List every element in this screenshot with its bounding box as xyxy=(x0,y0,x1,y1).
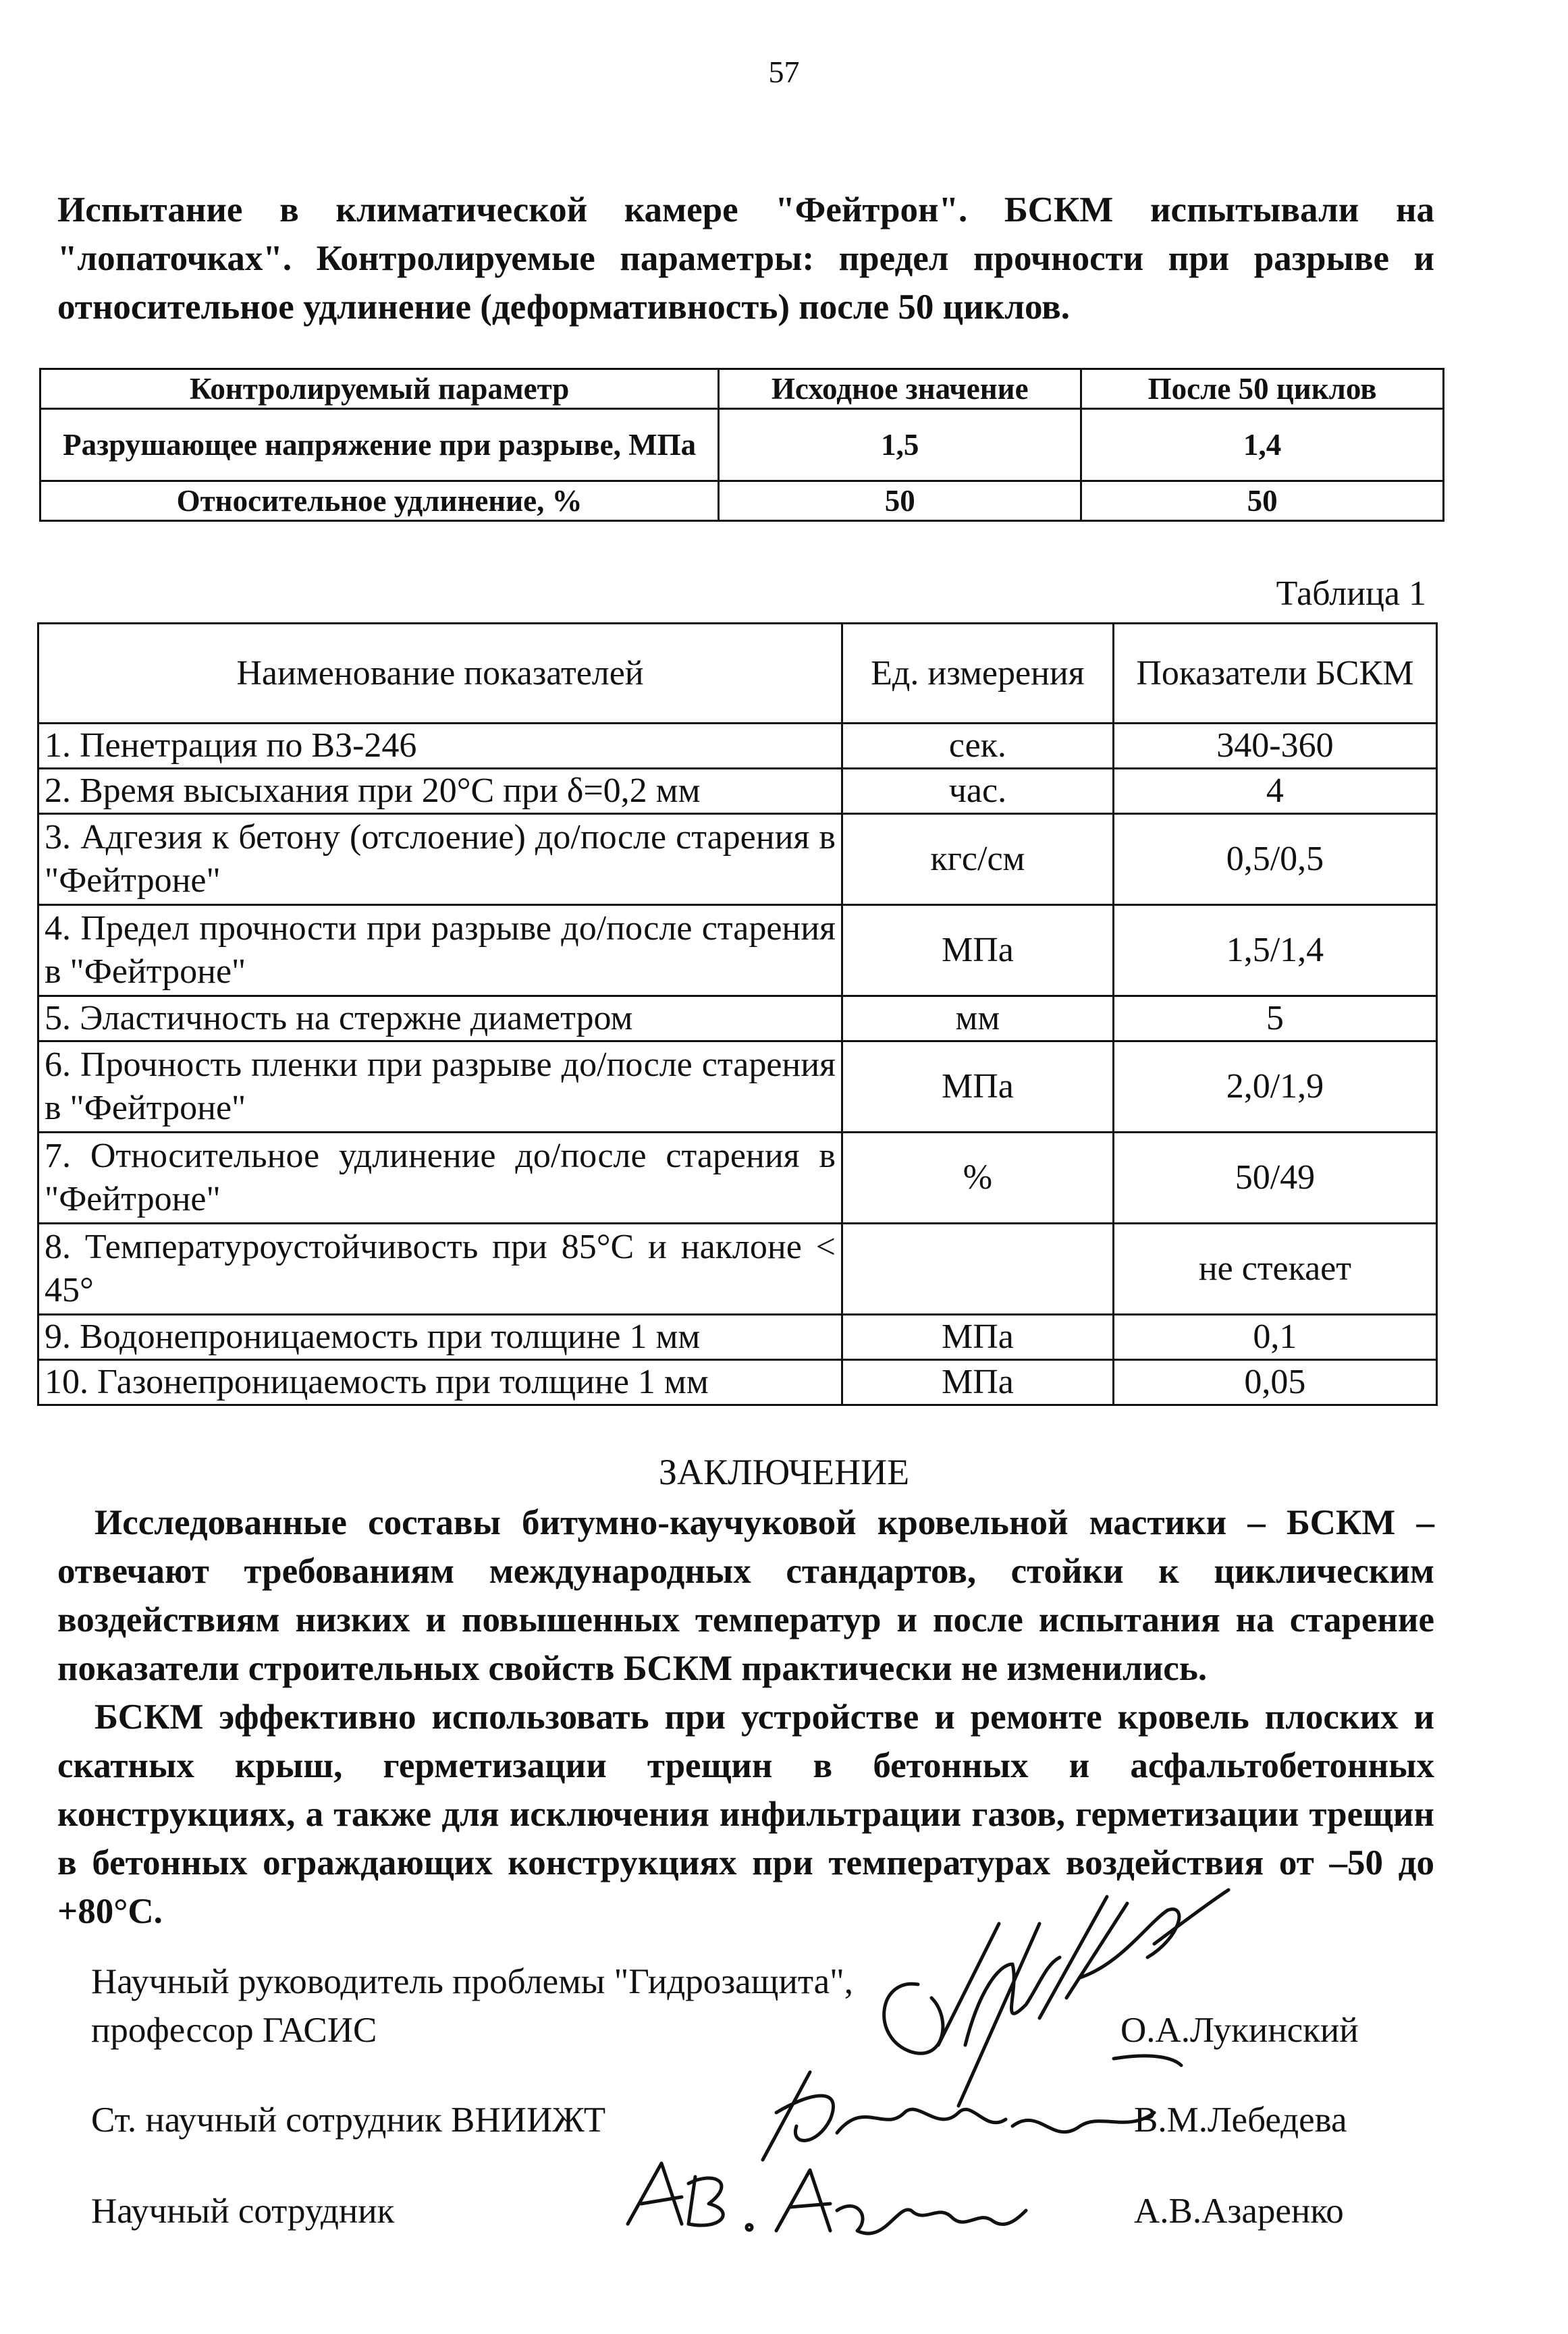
indicator-name: 1. Пенетрация по ВЗ-246 xyxy=(38,724,842,769)
signer-name: О.А.Лукинский xyxy=(1120,2011,1359,2050)
indicator-unit: МПа xyxy=(842,1360,1113,1405)
indicator-name: 9. Водонепроницаемость при толщине 1 мм xyxy=(38,1315,842,1360)
header-cell: Контролируемый параметр xyxy=(40,369,719,409)
indicator-unit: сек. xyxy=(842,724,1113,769)
table-header-row xyxy=(40,369,1444,409)
table-row xyxy=(38,1360,1437,1405)
header-cell: Показатели БСКМ xyxy=(1113,624,1436,724)
param-cell: Относительное удлинение, % xyxy=(40,481,719,521)
initial-cell: 1,5 xyxy=(719,409,1081,481)
indicator-name: 10. Газонепроницаемость при толщине 1 мм xyxy=(38,1360,842,1405)
signer-name: А.В.Азаренко xyxy=(1134,2192,1344,2231)
table-row xyxy=(38,1315,1437,1360)
indicator-value: 1,5/1,4 xyxy=(1113,905,1436,996)
indicator-value: 0,1 xyxy=(1113,1315,1436,1360)
indicator-name: 4. Предел прочности при разрыве до/после старения в "Фейтроне" xyxy=(38,905,842,996)
signer-position: Научный сотрудник xyxy=(91,2192,395,2231)
page-number: 57 xyxy=(768,55,800,89)
table-row xyxy=(38,905,1437,996)
table-row xyxy=(38,1133,1437,1224)
after-cell: 1,4 xyxy=(1081,409,1444,481)
intro-paragraph: Испытание в климатической камере "Фейтрон". БСКМ испытывали на "лопаточках". Контролируемые параметры: предел прочности при разрыве и относительное удлинение (деформативность) после 50 циклов. xyxy=(57,190,1434,327)
indicator-unit: мм xyxy=(842,996,1113,1041)
table-row xyxy=(38,814,1437,905)
indicator-value: 0,5/0,5 xyxy=(1113,814,1436,905)
signer-position: профессор ГАСИС xyxy=(91,2011,377,2050)
table-row xyxy=(38,1224,1437,1315)
signer-position: Научный руководитель проблемы "Гидрозащита", xyxy=(91,1962,854,2001)
indicator-name: 5. Эластичность на стержне диаметром xyxy=(38,996,842,1041)
indicator-unit: МПа xyxy=(842,905,1113,996)
table-row xyxy=(38,1041,1437,1133)
indicator-unit: кгс/см xyxy=(842,814,1113,905)
indicator-name: 7. Относительное удлинение до/после старения в "Фейтроне" xyxy=(38,1133,842,1224)
signer-position: Ст. научный сотрудник ВНИИЖТ xyxy=(91,2100,606,2140)
signature-azarenko xyxy=(614,2143,1033,2258)
after-cell: 50 xyxy=(1081,481,1444,521)
table-row xyxy=(38,769,1437,814)
indicator-value: 4 xyxy=(1113,769,1436,814)
indicators-table xyxy=(37,622,1438,1406)
indicator-name: 6. Прочность пленки при разрыве до/после старения в "Фейтроне" xyxy=(38,1041,842,1133)
indicator-name: 8. Температуроустойчивость при 85°С и наклоне < 45° xyxy=(38,1224,842,1315)
header-cell: После 50 циклов xyxy=(1081,369,1444,409)
conclusion-paragraph: БСКМ эффективно использовать при устройстве и ремонте кровель плоских и скатных крыш, герметизации трещин в бетонных и асфальтобетонных конструкциях, а также для исключения инфильтрации газов, герметизации трещин в бетонных ограждающих конструкциях при температурах воздействия от –50 до +80°С. xyxy=(57,1698,1434,1931)
table-row xyxy=(40,409,1444,481)
conclusion-title: ЗАКЛЮЧЕНИЕ xyxy=(658,1452,910,1492)
indicator-value: 0,05 xyxy=(1113,1360,1436,1405)
conclusion-paragraph: Исследованные составы битумно-каучуковой кровельной мастики – БСКМ – отвечают требованиям международных стандартов, стойки к циклическим воздействиям низких и повышенных температур и после испытания на старение показатели строительных свойств БСКМ практически не изменились. xyxy=(57,1503,1434,1688)
indicator-unit xyxy=(842,1224,1113,1315)
table-row xyxy=(40,481,1444,521)
table-row xyxy=(38,996,1437,1041)
indicator-value: 50/49 xyxy=(1113,1133,1436,1224)
header-cell: Исходное значение xyxy=(719,369,1081,409)
indicator-unit: час. xyxy=(842,769,1113,814)
table-header-row xyxy=(38,624,1437,724)
header-cell: Наименование показателей xyxy=(38,624,842,724)
indicator-unit: % xyxy=(842,1133,1113,1224)
params-table xyxy=(39,368,1444,522)
indicator-value: 5 xyxy=(1113,996,1436,1041)
table-caption: Таблица 1 xyxy=(1276,574,1426,613)
indicator-unit: МПа xyxy=(842,1041,1113,1133)
initial-cell: 50 xyxy=(719,481,1081,521)
header-cell: Ед. измерения xyxy=(842,624,1113,724)
indicator-value: не стекает xyxy=(1113,1224,1436,1315)
table-row xyxy=(38,724,1437,769)
indicator-name: 2. Время высыхания при 20°С при δ=0,2 мм xyxy=(38,769,842,814)
indicator-value: 340-360 xyxy=(1113,724,1436,769)
indicator-name: 3. Адгезия к бетону (отслоение) до/после старения в "Фейтроне" xyxy=(38,814,842,905)
signer-name: В.М.Лебедева xyxy=(1134,2100,1347,2140)
indicator-unit: МПа xyxy=(842,1315,1113,1360)
indicator-value: 2,0/1,9 xyxy=(1113,1041,1436,1133)
param-cell: Разрушающее напряжение при разрыве, МПа xyxy=(40,409,719,481)
